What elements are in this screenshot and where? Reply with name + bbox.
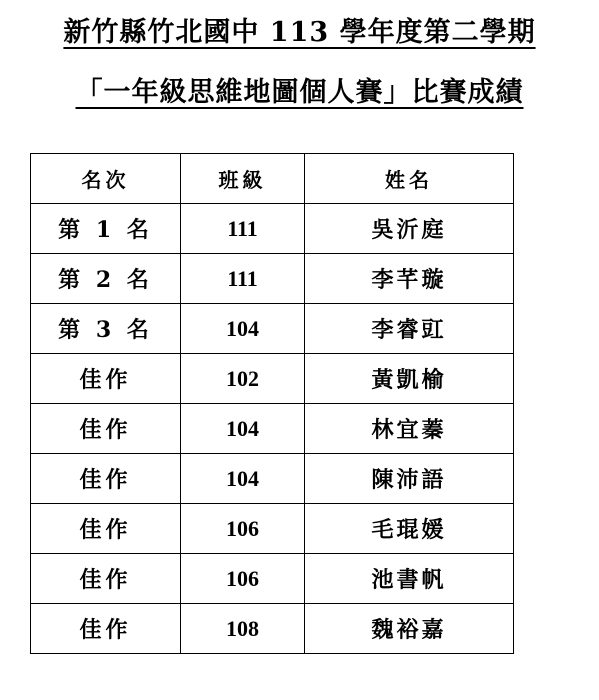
- student-name-cell: 李芊璇: [305, 254, 514, 304]
- rank-cell: 佳作: [31, 404, 181, 454]
- class-cell: 106: [181, 504, 305, 554]
- title-line-2: 「一年級思維地圖個人賽」比賽成績: [75, 77, 524, 108]
- rank-cell: 第 1 名: [31, 204, 181, 254]
- page-subtitle: [0, 70, 599, 109]
- rank-cell: 佳作: [31, 604, 181, 654]
- results-table: [30, 153, 514, 654]
- class-cell: 104: [181, 454, 305, 504]
- rank-cell: 第 2 名: [31, 254, 181, 304]
- class-cell: 104: [181, 404, 305, 454]
- student-name-cell: 毛琨媛: [305, 504, 514, 554]
- table-row: [31, 204, 514, 254]
- student-name-cell: 黃凱榆: [305, 354, 514, 404]
- column-header-class: 班級: [181, 154, 305, 204]
- page-title: [0, 10, 599, 49]
- class-cell: 102: [181, 354, 305, 404]
- table-row: [31, 504, 514, 554]
- column-header-rank: 名次: [31, 154, 181, 204]
- column-header-name: 姓名: [305, 154, 514, 204]
- class-cell: 108: [181, 604, 305, 654]
- table-row: [31, 404, 514, 454]
- student-name-cell: 林宜蓁: [305, 404, 514, 454]
- rank-cell: 佳作: [31, 454, 181, 504]
- title-line-1: 新竹縣竹北國中 113 學年度第二學期: [63, 17, 536, 48]
- table-row: [31, 354, 514, 404]
- rank-cell: 第 3 名: [31, 304, 181, 354]
- student-name-cell: 池書帆: [305, 554, 514, 604]
- table-row: [31, 254, 514, 304]
- rank-cell: 佳作: [31, 554, 181, 604]
- class-cell: 104: [181, 304, 305, 354]
- rank-cell: 佳作: [31, 504, 181, 554]
- rank-cell: 佳作: [31, 354, 181, 404]
- student-name-cell: 魏裕嘉: [305, 604, 514, 654]
- student-name-cell: 李睿豇: [305, 304, 514, 354]
- table-row: [31, 604, 514, 654]
- table-row: [31, 454, 514, 504]
- class-cell: 106: [181, 554, 305, 604]
- table-row: [31, 554, 514, 604]
- table-header-row: [31, 154, 514, 204]
- student-name-cell: 陳沛語: [305, 454, 514, 504]
- table-row: [31, 304, 514, 354]
- class-cell: 111: [181, 254, 305, 304]
- student-name-cell: 吳沂庭: [305, 204, 514, 254]
- class-cell: 111: [181, 204, 305, 254]
